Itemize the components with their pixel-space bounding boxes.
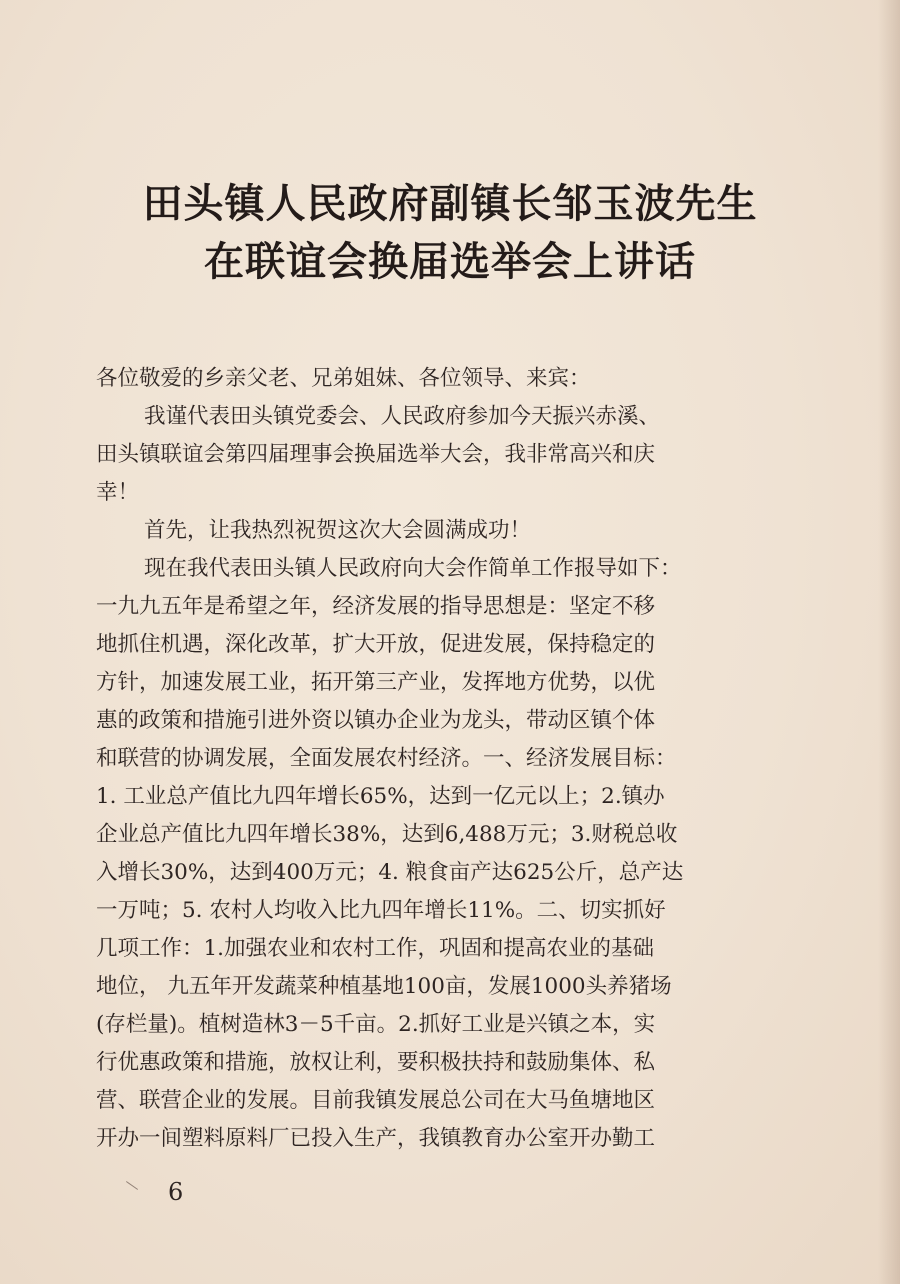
page-edge-shadow [878,0,900,1284]
body-line: 营、联营企业的发展。目前我镇发展总公司在大马鱼塘地区 [96,1088,656,1113]
body-line: 企业总产值比九四年增长38%，达到6,488万元；3.财税总收 [96,822,678,847]
body-line: 首先，让我热烈祝贺这次大会圆满成功！ [144,518,532,543]
page-title-line-1: 田头镇人民政府副镇长邹玉波先生 [142,181,758,227]
body-line: 入增长30%，达到400万元；4. 粮食亩产达625公斤，总产达 [96,860,684,885]
body-line: 开办一间塑料原料厂已投入生产，我镇教育办公室开办勤工 [96,1126,656,1151]
body-line: 行优惠政策和措施，放权让利，要积极扶持和鼓励集体、私 [96,1050,656,1075]
body-line: 惠的政策和措施引进外资以镇办企业为龙头，带动区镇个体 [96,708,656,733]
page-number: 6 [168,1178,184,1206]
body-line: 地位， 九五年开发蔬菜种植基地100亩，发展1000头养猪场 [96,974,672,999]
body-line: 几项工作：1.加强农业和农村工作，巩固和提高农业的基础 [96,936,655,961]
body-line: 一万吨；5. 农村人均收入比九四年增长11%。二、切实抓好 [96,898,666,923]
body-line: 1. 工业总产值比九四年增长65%，达到一亿元以上；2.镇办 [96,784,665,809]
body-line: 现在我代表田头镇人民政府向大会作简单工作报导如下： [144,556,682,581]
page-title-line-2: 在联谊会换届选举会上讲话 [204,239,696,285]
body-line: 地抓住机遇，深化改革，扩大开放，促进发展，保持稳定的 [96,632,656,657]
paper-mark [126,1181,138,1190]
body-line: 方针，加速发展工业，拓开第三产业，发挥地方优势，以优 [96,670,656,695]
body-line: 各位敬爱的乡亲父老、兄弟姐妹、各位领导、来宾： [96,366,591,391]
body-line: 田头镇联谊会第四届理事会换届选举大会，我非常高兴和庆 [96,442,656,467]
body-line: 我谨代表田头镇党委会、人民政府参加今天振兴赤溪、 [144,404,661,429]
speech-body [96,360,786,1158]
body-line: 和联营的协调发展，全面发展农村经济。一、经济发展目标： [96,746,677,771]
body-line: 幸！ [96,480,140,505]
body-line: 一九九五年是希望之年，经济发展的指导思想是：坚定不移 [96,594,656,619]
body-line: (存栏量)。植树造林3－5千亩。2.抓好工业是兴镇之本，实 [96,1012,656,1037]
